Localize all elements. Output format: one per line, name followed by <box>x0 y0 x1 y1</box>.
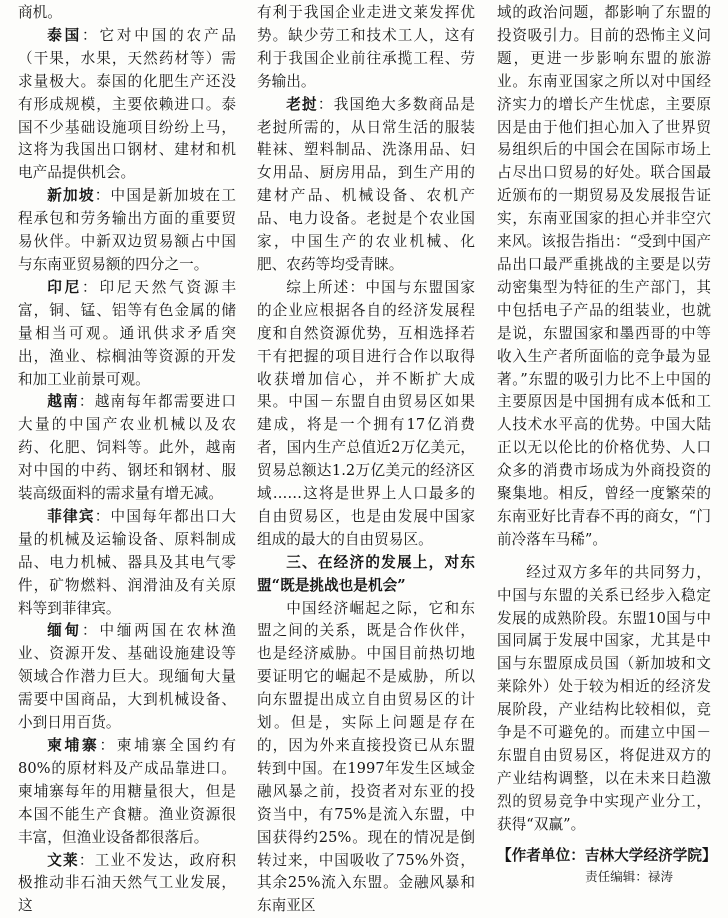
paragraph-myanmar <box>18 620 236 735</box>
country-name: 新加坡 <box>47 187 95 205</box>
spacer <box>497 552 711 562</box>
country-text: ：印尼天然气资源丰富，铜、锰、铝等有色金属的储量相当可观。通讯供求矛盾突出，渔业、棕榈油等资源的开发和加工业前景可观。 <box>18 278 237 388</box>
country-text: ：它对中国的农产品（干果，水果，天然药材等）需求量极大。泰国的化肥生产还没有形成规模，主要依赖进口。泰国不少基础设施项目纷纷上马，这将为我国出口钢材、建材和机电产品提供机会。 <box>18 26 237 182</box>
responsible-editor: 责任编辑：禄涛 <box>585 868 673 884</box>
column-2 <box>257 2 475 918</box>
paragraph-singapore <box>18 185 236 277</box>
country-name: 印尼 <box>47 278 83 296</box>
country-text: ：中国每年都出口大量的机械及运输设备、原料制成品、电力机械、器具及其电气零件，矿物燃料、润滑油及有关原料等到菲律宾。 <box>18 507 236 617</box>
country-name: 文莱 <box>47 851 79 869</box>
paragraph-vietnam <box>18 391 236 506</box>
country-name: 越南 <box>47 393 79 411</box>
section-heading: 三、在经济的发展上，对东盟“既是挑战也是机会” <box>257 553 475 594</box>
paragraph-brunei <box>18 850 236 918</box>
paragraph-cambodia <box>18 735 236 850</box>
country-name: 柬埔寨 <box>47 737 100 754</box>
country-text: ：工业不发达，政府积极推动非石油天然气工业发展，这 <box>18 851 236 915</box>
paragraph: 域的政治问题，都影响了东盟的投资吸引力。目前的恐怖主义问题，更进一步影响东盟的旅游业。东南亚国家之所以对中国经济实力的增长产生忧虑，主要原因是由于他们担心加入了世界贸易组织后的中国会在国际市场上占尽出口贸易的好处。联合国最近颁布的一期贸易及发展报告证实，东南亚国家的担心并非空穴来风。该报告指出：“受到中国产品出口最严重挑战的主要是以劳动密集型为特征的生产部门，其中包括电子产品的组装业，也就是说，东盟国家和墨西哥的中等收入生产者所面临的竞争最为显著。”东盟的吸引力比不上中国的主要原因是中国拥有成本低和工人技术水平高的优势。中国大陆正以无以伦比的价格优势、人口众多的消费市场成为外商投资的聚集地。相反，曾经一度繁荣的东南亚好比青春不再的商女，“门前冷落车马稀”。 <box>497 4 711 548</box>
paragraph-laos <box>257 94 475 277</box>
country-text: ：中国是新加坡在工程承包和劳务输出方面的重要贸易伙伴。中新双边贸易额占中国与东南亚贸易额的四分之一。 <box>18 187 236 273</box>
paragraph-summary: 综上所述：中国与东盟国家的企业应根据各自的经济发展程度和自然资源优势，互相选择若干有把握的项目进行合作以取得收获增加信心，并不断扩大成果。中国－东盟自由贸易区如果建成，将是一个拥有17亿消费者，国内生产总值近2万亿美元，贸易总额达1.2万亿美元的经济区域……这将是世界上人口最多的自由贸易区，也是由发展中国家组成的最大的自由贸易区。 <box>257 278 475 548</box>
column-1 <box>18 2 236 918</box>
country-text: ：我国绝大多数商品是老挝所需的，从日常生活的服装鞋袜、塑料制品、洗涤用品、妇女用品、厨房用品，到生产用的建材产品、机械设备、农机产品、电力设备。老挝是个农业国家，中国生产的农业机械、化肥、农药等均受青睐。 <box>257 95 475 273</box>
country-name: 缅甸 <box>47 622 83 640</box>
paragraph-body: 中国经济崛起之际，它和东盟之间的关系，既是合作伙伴，也是经济威胁。中国目前热切地要证明它的崛起不是威胁，所以向东盟提出成立自由贸易区的计划。但是，实际上问题是存在的，因为外来直接投资已从东盟转到中国。在1997年发生区域金融风暴之前，投资者对东亚的投资当中，有75%是流入东盟，中国获得约25%。现在的情况是倒转过来，中国吸收了75%外资，其余25%流入东盟。金融风暴和东南亚区 <box>257 599 475 915</box>
country-text: ：中缅两国在农林渔业、资源开发、基础设施建设等领域合作潜力巨大。现缅甸大量需要中国商品，大到机械设备、小到日用百货。 <box>18 622 237 732</box>
country-name: 泰国 <box>47 26 83 44</box>
author-unit: 【作者单位：吉林大学经济学院】 <box>497 846 717 864</box>
country-name: 菲律宾 <box>47 507 95 525</box>
paragraph: 商机。 <box>18 4 62 21</box>
paragraph-philippines <box>18 506 236 621</box>
paragraph: 有利于我国企业走进文莱发挥优势。缺少劳工和技术工人，这有利于我国企业前往承揽工程、劳务输出。 <box>257 4 475 90</box>
paragraph-thailand <box>18 25 236 185</box>
column-3 <box>497 2 717 886</box>
paragraph-conclusion: 经过双方多年的共同努力，中国与东盟的关系已经步入稳定发展的成熟阶段。东盟10国与中国同属于发展中国家，尤其是中国与东盟原成员国（新加坡和文莱除外）处于较为相近的经济发展阶段，产业结构比较相似，竞争是不可避免的。而建立中国－东盟自由贸易区，将促进双方的产业结构调整，以在未来日趋激烈的贸易竞争中实现产业分工，获得“双赢”。 <box>497 563 711 833</box>
country-text: ：越南每年都需要进口大量的中国产农业机械以及农药、化肥、饲料等。此外，越南对中国的中药、钢坯和钢材、服装高级面料的需求量有增无减。 <box>18 393 236 503</box>
country-text: ：柬埔寨全国约有80%的原材料及产成品靠进口。柬埔寨每年的用糖量很大，但是本国不能生产食糖。渔业资源很丰富，但渔业设备都很落后。 <box>18 737 236 846</box>
paragraph-indonesia <box>18 277 236 392</box>
country-name: 老挝 <box>286 95 318 113</box>
